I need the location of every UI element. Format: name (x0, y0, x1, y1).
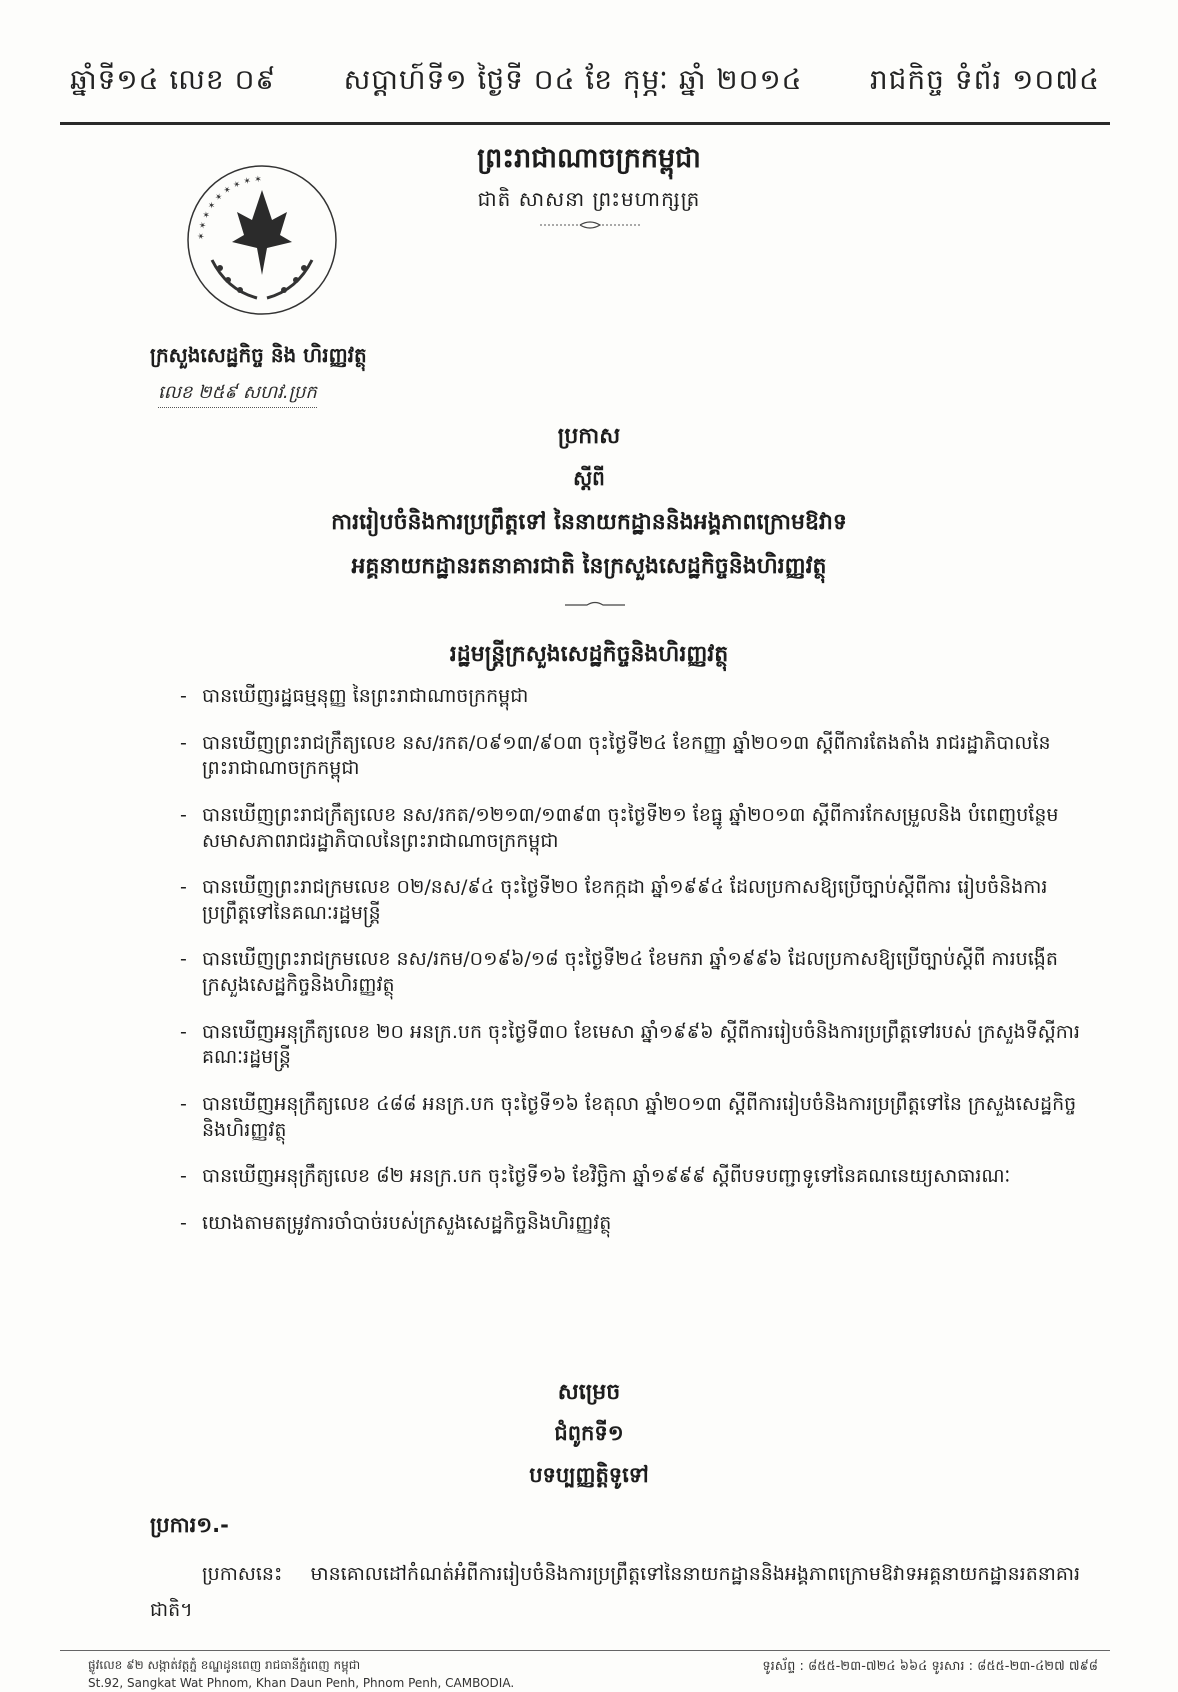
footer-phone: ទូរស័ព្ទ : ៨៥៥-២៣-៧២៤ ៦៦៤ ទូរសារ : ៨៥៥-២៣-៤២៧ ៧៩៨ (762, 1659, 1098, 1674)
footer-address-en: St.92, Sangkat Wat Phnom, Khan Daun Penh, Phnom Penh, CAMBODIA. (88, 1676, 515, 1690)
list-item: - បានឃើញអនុក្រឹត្យលេខ ៤៨៨ អនក្រ.បក ចុះថ្ងៃទី១៦ ខែតុលា ឆ្នាំ២០១៣ ស្ដីពីការរៀបចំនិងការប្រព្រឹត្តទៅនៃ ក្រសួងសេដ្ឋកិច្ចនិងហិរញ្ញវត្ថុ (180, 1092, 1080, 1143)
concerning-label: ស្ដីពី (573, 466, 605, 490)
ministry-seal-icon (182, 150, 342, 320)
ministry-name: ក្រសួងសេដ្ឋកិច្ច និង ហិរញ្ញវត្ថុ (150, 343, 367, 367)
gazette-page-number: រាជកិច្ច ទំព័រ ១០៧៤ (869, 63, 1100, 96)
gazette-year-issue: ឆ្នាំទី១៤ លេខ ០៩ (70, 63, 277, 96)
footer-address-km: ផ្លូវលេខ ៩២ សង្កាត់វត្តភ្នំ ខណ្ឌដូនពេញ រាជធានីភ្នំពេញ កម្ពុជា (88, 1658, 361, 1672)
motto-ornament-icon (540, 221, 640, 229)
article-body: ប្រកាសនេះ មានគោលដៅកំណត់អំពីការរៀបចំនិងការប្រព្រឹត្តទៅនៃនាយកដ្ឋាននិងអង្គភាពក្រោមឱវាទអគ្គនាយកដ្ឋានរតនាគារជាតិ។ (150, 1563, 1080, 1622)
list-item: - បានឃើញព្រះរាជក្រមលេខ នស/រកម/០១៩៦/១៨ ចុះថ្ងៃទី២៤ ខែមករា ឆ្នាំ១៩៩៦ ដែលប្រកាសឱ្យប្រើច្បាប់ស្ដីពី ការបង្កើតក្រសួងសេដ្ឋកិច្ចនិងហិរញ្ញវត្ថុ (180, 947, 1080, 998)
kingdom-name: ព្រះរាជាណាចក្រកម្ពុជា (477, 143, 701, 174)
article-label: ប្រការ១.- (150, 1513, 229, 1537)
subject-line-1: ការរៀបចំនិងការប្រព្រឹត្តទៅ នៃនាយកដ្ឋាននិងអង្គភាពក្រោមឱវាទ (331, 510, 847, 535)
list-item: - បានឃើញព្រះរាជក្រមលេខ ០២/នស/៩៤ ចុះថ្ងៃទី២០ ខែកក្កដា ឆ្នាំ១៩៩៤ ដែលប្រកាសឱ្យប្រើច្បាប់ស្ដីពីការ រៀបចំនិងការប្រព្រឹត្តទៅនៃគណៈរដ្ឋមន្ត្រី (180, 875, 1080, 926)
chapter-heading: ជំពូកទី១ (554, 1421, 624, 1445)
gazette-date: សប្ដាហ៍ទី១ ថ្ងៃទី ០៤ ខែ កុម្ភៈ ឆ្នាំ ២០១៤ (343, 63, 803, 96)
seal-arc-text: ✶ ✶ ✶ ✶ ✶ ✶ ✶ ✶ ✶ (196, 174, 263, 241)
chapter-title: បទប្បញ្ញត្តិទូទៅ (529, 1463, 649, 1487)
header-rule (60, 122, 1110, 125)
list-item: - បានឃើញអនុក្រឹត្យលេខ ២០ អនក្រ.បក ចុះថ្ងៃទី៣០ ខែមេសា ឆ្នាំ១៩៩៦ ស្ដីពីការរៀបចំនិងការប្រព្រឹត្តទៅរបស់ ក្រសួងទីស្ដីការគណៈរដ្ឋមន្ត្រី (180, 1020, 1080, 1071)
footer-rule (60, 1650, 1110, 1651)
subject-line-2: អគ្គនាយកដ្ឋានរតនាគារជាតិ នៃក្រសួងសេដ្ឋកិច្ចនិងហិរញ្ញវត្ថុ (351, 554, 827, 579)
kingdom-motto: ជាតិ សាសនា ព្រះមហាក្សត្រ (477, 187, 701, 211)
document-type: ប្រកាស (557, 424, 621, 449)
gazette-header (70, 62, 1100, 103)
reference-number: លេខ ២៥៩ សហវ.ប្រក (158, 380, 317, 408)
list-item: - បានឃើញអនុក្រឹត្យលេខ ៨២ អនក្រ.បក ចុះថ្ងៃទី១៦ ខែវិច្ឆិកា ឆ្នាំ១៩៩៩ ស្ដីពីបទបញ្ជាទូទៅនៃគណនេយ្យសាធារណៈ (180, 1164, 1080, 1190)
list-item: - បានឃើញព្រះរាជក្រឹត្យលេខ នស/រកត/១២១៣/១៣៩៣ ចុះថ្ងៃទី២១ ខែធ្នូ ឆ្នាំ២០១៣ ស្ដីពីការកែសម្រួលនិង បំពេញបន្ថែមសមាសភាពរាជរដ្ឋាភិបាលនៃព្រះរាជាណាចក្រកម្ពុជា (180, 803, 1080, 854)
title-ornament-icon (565, 600, 625, 610)
decision-heading: សម្រេច (557, 1380, 621, 1405)
list-item: - យោងតាមតម្រូវការចាំបាច់របស់ក្រសួងសេដ្ឋកិច្ចនិងហិរញ្ញវត្ថុ (180, 1211, 1080, 1237)
list-item: - បានឃើញព្រះរាជក្រឹត្យលេខ នស/រកត/០៩១៣/៩០៣ ចុះថ្ងៃទី២៤ ខែកញ្ញា ឆ្នាំ២០១៣ ស្ដីពីការតែងតាំង រាជរដ្ឋាភិបាលនៃព្រះរាជាណាចក្រកម្ពុជា (180, 731, 1080, 782)
footer-address (88, 1656, 514, 1692)
issuing-minister: រដ្ឋមន្ត្រីក្រសួងសេដ្ឋកិច្ចនិងហិរញ្ញវត្ថុ (449, 642, 729, 667)
list-item: - បានឃើញរដ្ឋធម្មនុញ្ញ នៃព្រះរាជាណាចក្រកម្ពុជា (180, 684, 1080, 710)
legal-basis-list (180, 684, 1080, 1258)
